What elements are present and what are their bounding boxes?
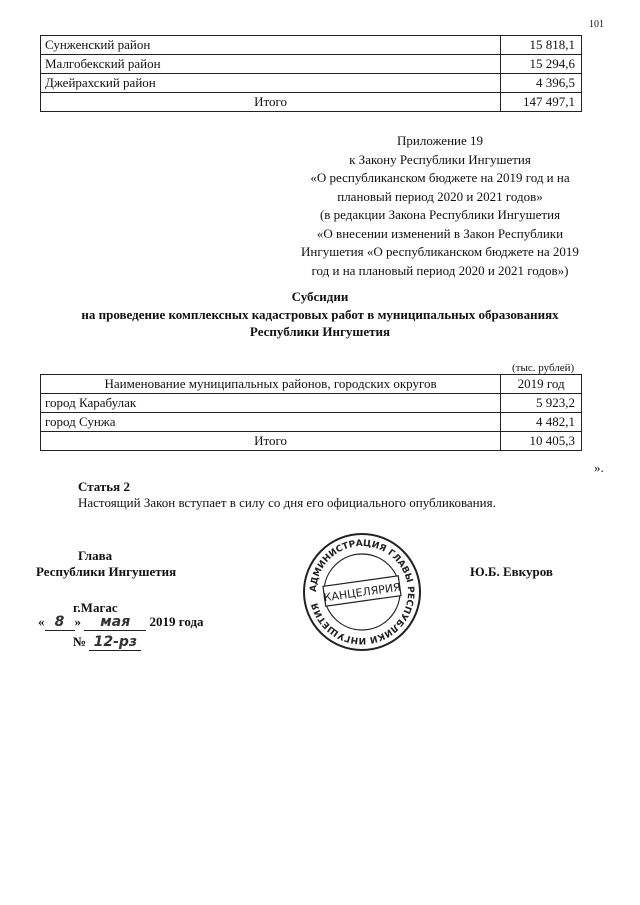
article-text: Настоящий Закон вступает в силу со дня его официального опубликования.	[78, 495, 496, 510]
table-row	[41, 36, 582, 55]
document-heading	[25, 288, 615, 341]
district-value: 4 396,5	[501, 74, 582, 93]
appendix-line: Ингушетия «О республиканском бюджете на 2019	[301, 244, 579, 259]
total-value: 147 497,1	[501, 93, 582, 112]
appendix-line: Приложение 19	[396, 133, 484, 148]
heading-subtitle: на проведение комплексных кадастровых работ в муниципальных образованиях	[81, 306, 559, 322]
appendix-line: плановый период 2020 и 2021 годов»	[337, 188, 543, 204]
appendix-line: год и на плановый период 2020 и 2021 годов»)	[311, 262, 569, 278]
official-stamp	[300, 530, 424, 654]
signer-name: Ю.Б. Евкуров	[470, 564, 553, 579]
table-row	[41, 74, 582, 93]
heading-title: Субсидии	[291, 289, 349, 304]
appendix-line: к Закону Республики Ингушетия	[349, 151, 531, 167]
table-total-row	[41, 432, 582, 451]
signer-title-line2: Республики Ингушетия	[36, 564, 177, 579]
total-label: Итого	[41, 93, 501, 112]
date-day: 8	[45, 614, 75, 631]
city-label: г.Магас	[73, 600, 118, 615]
units-label: (тыс. рублей)	[512, 362, 575, 374]
district-name: Джейрахский район	[41, 74, 501, 93]
column-header-year: 2019 год	[501, 375, 582, 394]
stamp-center-text: КАНЦЕЛЯРИЯ	[322, 580, 402, 605]
law-number	[73, 634, 141, 651]
signer-title-line1: Глава	[78, 548, 113, 563]
table-total-row	[41, 93, 582, 112]
date-quote-close: »	[74, 614, 81, 629]
city-value: 4 482,1	[501, 413, 582, 432]
top-table	[40, 35, 582, 112]
column-header-name: Наименование муниципальных районов, городских округов	[41, 375, 501, 394]
subsidy-table	[40, 374, 582, 451]
closing-quote: ».	[594, 460, 604, 475]
district-name: Малгобекский район	[41, 55, 501, 74]
city-value: 5 923,2	[501, 394, 582, 413]
date-quote-open: «	[38, 614, 45, 629]
district-name: Сунженский район	[41, 36, 501, 55]
article-title: Статья 2	[78, 479, 130, 494]
appendix-line: «О республиканском бюджете на 2019 год и на	[310, 170, 570, 185]
table-row	[41, 394, 582, 413]
total-label: Итого	[41, 432, 501, 451]
total-value: 10 405,3	[501, 432, 582, 451]
appendix-line: «О внесении изменений в Закон Республики	[316, 225, 564, 241]
date-year: 2019 года	[149, 614, 204, 629]
page-number: 101	[589, 19, 604, 30]
date-month: мая	[84, 614, 146, 631]
table-row	[41, 413, 582, 432]
number-label: №	[73, 634, 87, 649]
district-value: 15 294,6	[501, 55, 582, 74]
appendix-line: (в редакции Закона Республики Ингушетия	[319, 207, 561, 222]
district-value: 15 818,1	[501, 36, 582, 55]
stamp-ring-text-path: АДМИНИСТРАЦИЯ ГЛАВЫ РЕСПУБЛИКИ ИНГУШЕТИЯ	[308, 538, 416, 646]
city-name: город Сунжа	[41, 413, 501, 432]
number-value: 12-рз	[89, 634, 141, 651]
appendix-header	[270, 132, 610, 280]
table-header-row	[41, 375, 582, 394]
table-row	[41, 55, 582, 74]
city-name: город Карабулак	[41, 394, 501, 413]
signing-date	[38, 614, 204, 631]
heading-subtitle: Республики Ингушетия	[249, 324, 391, 339]
